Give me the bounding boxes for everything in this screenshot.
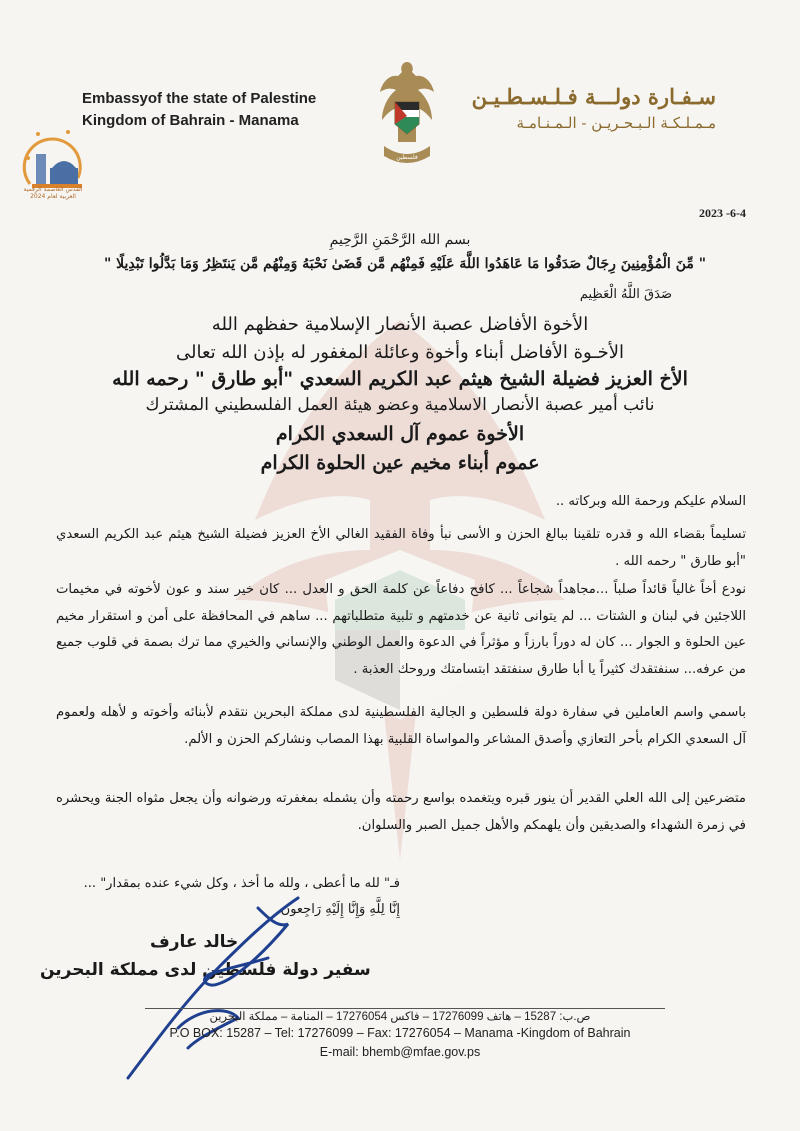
addressee-line: عموم أبناء مخيم عين الحلوة الكرام xyxy=(260,452,540,474)
body-paragraph: باسمي واسم العاملين في سفارة دولة فلسطين و الجالية الفلسطينية لدى مملكة البحرين نتقدم لأبنائه وأخوته و لأهله ولعموم آل السعدي الكرام بأحر التعازي وأصدق المشاعر والمواساة القلبية بهذا المصاب ونشاركم الحزن و الألم. xyxy=(56,705,746,747)
body-paragraph: نودع أخاً غالياً قائداً صلباً ...مجاهداً شجاعاً ... كافح دفاعاً عن كلمة الحق و العدل ... كان خير سند و عون لأخوته في مخيمات اللاجئين في لبنان و الشتات ... لم يتوانى ثانية عن خدمتهم و تلبية متطلباتهم ... ساهم في المحافظة على أمن و استقرار مخيم عين الحلوة و الجوار ... كان له دوراً بارزاً و مؤثراً في الدعوة والعمل الوطني والإنساني والخيري مما ترك بصمة في قلوب جميع من عرفه... سنفتقدك كثيراً يا أبا طارق سنفتقد ابتسامتك وروحك العذبة . xyxy=(56,582,746,677)
addressee-line: الأخوة عموم آل السعدي الكرام xyxy=(275,423,525,445)
footer-english-contact: P.O BOX: 15287 – Tel: 17276099 – Fax: 17276054 – Manama -Kingdom of Bahrain xyxy=(169,1026,631,1040)
addressee-line: الأخوة الأفاضل عصبة الأنصار الإسلامية حفظهم الله xyxy=(211,314,589,335)
sadaq-allah: صَدَقَ اللَّهُ الْعَظِيم xyxy=(579,287,672,302)
basmala: بسم الله الرَّحْمَنِ الرَّحِيمِ xyxy=(329,232,471,248)
letter-date: 2023 -6-4 xyxy=(699,206,746,220)
footer-email: E-mail: bhemb@mfae.gov.ps xyxy=(319,1045,481,1059)
quran-verse: " مِّنَ الْمُؤْمِنِينَ رِجَالٌ صَدَقُوا مَا عَاهَدُوا اللَّهَ عَلَيْهِ فَمِنْهُم مَّن قَضَىٰ نَحْبَهُ وَمِنْهُم مَّن يَنتَظِرُ وَمَا بَدَّلُوا تَبْدِيلًا " xyxy=(103,256,707,272)
embassy-name-arabic xyxy=(472,84,716,134)
addressee-line: الأخـوة الأفاضل أبناء وأخوة وعائلة المغفور له بإذن الله تعالى xyxy=(176,342,624,363)
signatory-name: خالد عارف xyxy=(150,932,239,952)
body-paragraph: تسليماً بقضاء الله و قدره تلقينا ببالغ الحزن و الأسى نبأ وفاة الفقيد الغالي الأخ العزيز فضيلة الشيخ هيثم عبد الكريم السعدي "أبو طارق " رحمه الله . xyxy=(56,527,746,569)
footer-arabic-contact: ص.ب: 15287 – هاتف 17276099 – فاكس 17276054 – المنامة – مملكة البحرين xyxy=(209,1011,591,1023)
closing-line: فـ" لله ما أعطى ، ولله ما أخذ ، وكل شيء عنده بمقدار" ... xyxy=(83,876,400,891)
embassy-location-ar: مـمـلـكـة الـبـحـريـن - الـمـنـامـة xyxy=(516,114,716,132)
addressee-line: الأخ العزيز فضيلة الشيخ هيثم عبد الكريم السعدي "أبو طارق " رحمه الله xyxy=(112,368,688,390)
closing-verse: إِنَّا لِلَّهِ وَإِنَّا إِلَيْهِ رَاجِعون xyxy=(280,902,400,917)
embassy-name-ar-line1: سـفـارة دولـــة فـلـسـطـيـن xyxy=(471,84,716,109)
embassy-name-en-line1: Embassyof the state of Palestine xyxy=(82,90,317,107)
greeting: السلام عليكم ورحمة الله وبركاته .. xyxy=(555,494,746,509)
signatory-title: سفير دولة فلسطين لدى مملكة البحرين xyxy=(40,960,371,980)
embassy-name-english xyxy=(82,88,316,132)
palestine-eagle-emblem-icon xyxy=(376,58,438,178)
embassy-location-en: Kingdom of Bahrain - Manama xyxy=(82,112,299,129)
addressee-line: نائب أمير عصبة الأنصار الاسلامية وعضو هيئة العمل الفلسطيني المشترك xyxy=(145,395,655,415)
eagle-caption: فلسطين xyxy=(396,154,418,161)
body-paragraph: متضرعين إلى الله العلي القدير أن ينور قبره ويتغمده بواسع رحمته وأن يشمله بمغفرته ورضوانه وأن يجعل مثواه الجنة ويحشره في زمرة الشهداء والصديقين وأن يلهمكم والأهل جميل الصبر والسلوان. xyxy=(56,791,746,833)
side-logo-caption: القدس العاصمة الرقمية العربية لعام 2024 xyxy=(23,186,83,200)
